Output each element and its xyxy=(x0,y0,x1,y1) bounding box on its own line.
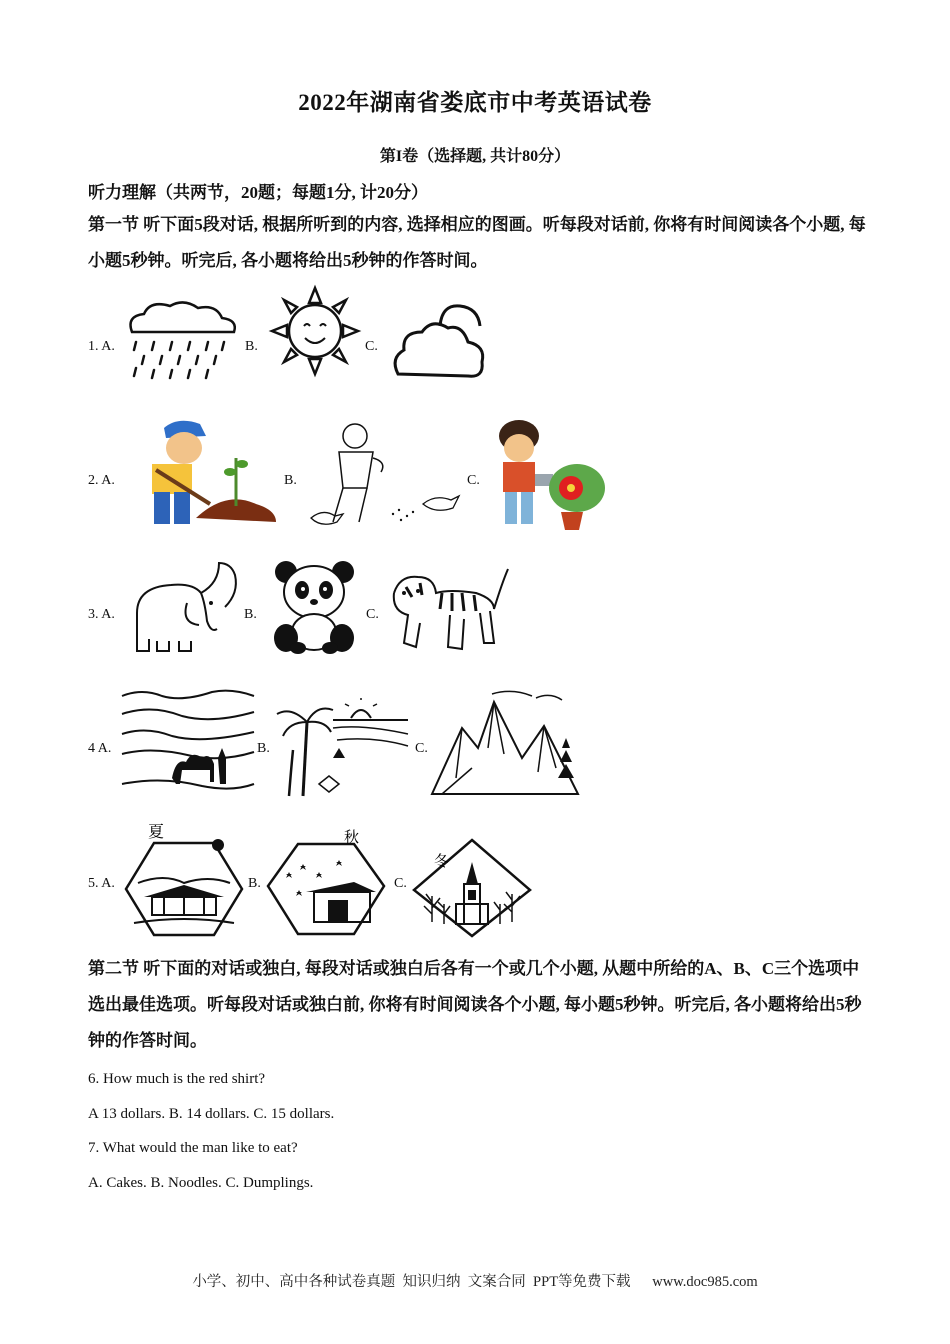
section2-instructions: 第二节 听下面的对话或独白, 每段对话或独白后各有一个或几个小题, 从题中所给的A、B、C三个选项中选出最佳选项。听每段对话或独白前, 你将有时间阅读各个小题, 每小题5秒钟。听完后, 各小题将给出5秒钟的作答时间。 xyxy=(88,959,862,1050)
q1-c-label: C. xyxy=(365,339,378,354)
question-7-options: A. Cakes. B. Noodles. C. Dumplings. xyxy=(88,1175,314,1191)
q1-b-label: B. xyxy=(245,339,258,354)
question-6-options: A 13 dollars. B. 14 dollars. C. 15 dollars. xyxy=(88,1106,335,1122)
q2-label: 2. A. xyxy=(88,473,115,488)
svg-text:冬: 冬 xyxy=(434,852,450,870)
svg-text:夏: 夏 xyxy=(148,822,165,841)
question-7-stem: 7. What would the man like to eat? xyxy=(88,1140,298,1156)
autumn-gate-icon xyxy=(266,826,386,938)
page-title: 2022年湖南省娄底市中考英语试卷 xyxy=(298,90,652,115)
panda-icon xyxy=(272,558,357,654)
section-heading: 听力理解（共两节，20题；每题1分, 计20分） xyxy=(88,183,428,202)
q3-label: 3. A. xyxy=(88,607,115,622)
section1-instructions: 第一节 听下面5段对话, 根据所听到的内容, 选择相应的图画。听每段对话前, 你将有时间阅读各个小题, 每小题5秒钟。听完后, 各小题将给出5秒钟的作答时间。 xyxy=(88,215,866,270)
mountains-icon xyxy=(432,688,578,798)
question-6-stem: 6. How much is the red shirt? xyxy=(88,1071,266,1087)
desert-camels-icon xyxy=(122,688,254,798)
q1-label: 1. A. xyxy=(88,339,115,354)
summer-pavilion-icon xyxy=(124,823,244,937)
q3-c-label: C. xyxy=(366,607,379,622)
q2-b-label: B. xyxy=(284,473,297,488)
rain-cloud-icon xyxy=(124,300,239,382)
q5-label: 5. A. xyxy=(88,876,115,891)
q4-c-label: C. xyxy=(415,741,428,756)
q4-b-label: B. xyxy=(257,741,270,756)
q3-b-label: B. xyxy=(244,607,257,622)
smiling-sun-icon xyxy=(270,286,360,376)
paper-subtitle: 第I卷（选择题, 共计80分） xyxy=(379,148,571,165)
beach-palm-trees-icon xyxy=(273,698,408,798)
q5-b-label: B. xyxy=(248,876,261,891)
winter-church-icon xyxy=(412,838,532,938)
page-footer: 小学、初中、高中各种试卷真题 知识归纳 文案合同 PPT等免费下载 www.doc985.com xyxy=(192,1274,758,1290)
boy-feeding-chickens-icon xyxy=(303,418,463,530)
boy-watering-flowers-icon xyxy=(485,418,605,534)
q2-c-label: C. xyxy=(467,473,480,488)
boy-planting-tree-icon xyxy=(126,418,281,530)
q4-label: 4 A. xyxy=(88,741,112,756)
cloud-icon xyxy=(390,298,488,382)
tiger-icon xyxy=(390,563,512,655)
elephant-icon xyxy=(127,563,242,655)
q5-c-label: C. xyxy=(394,876,407,891)
svg-text:秋: 秋 xyxy=(344,828,360,846)
